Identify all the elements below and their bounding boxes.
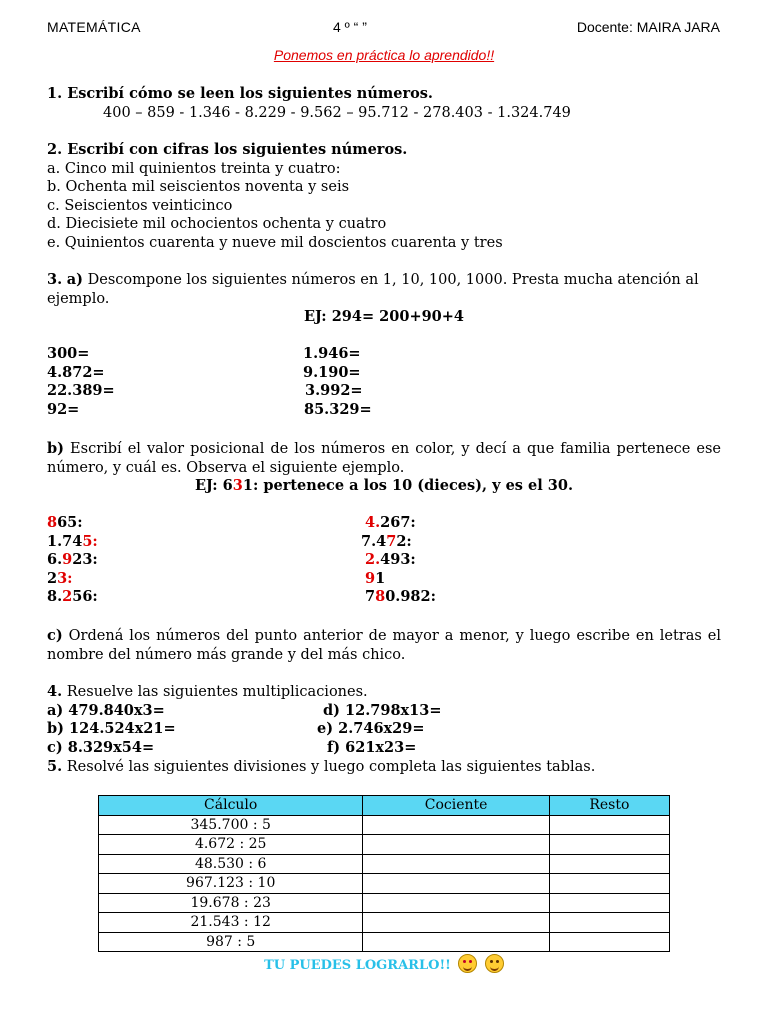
grade-label: 4 º “ ” (333, 19, 367, 35)
page-title: Ponemos en práctica lo aprendido!! (273, 47, 495, 63)
cociente-cell[interactable] (363, 835, 549, 855)
list-item: c) 8.329x54= (47, 738, 155, 756)
star-eyes-emoji-icon (458, 954, 477, 973)
table-row (99, 932, 670, 952)
exercise-1-numbers: 400 – 859 - 1.346 - 8.229 - 9.562 – 95.712 - 278.403 - 1.324.749 (103, 104, 571, 121)
resto-cell[interactable] (549, 893, 669, 913)
calculo-cell: 48.530 : 6 (99, 854, 363, 874)
table-row (99, 893, 670, 913)
table-row (99, 874, 670, 894)
list-item: 92= (47, 400, 80, 418)
exercise-3b-instruction: b) Escribí el valor posicional de los números en color, y decí a que familia pertenece ese número, y cuál es. Observa el siguiente ejemplo. (47, 440, 722, 476)
resto-cell[interactable] (549, 913, 669, 933)
exercise-2 (47, 141, 721, 252)
calculo-cell: 19.678 : 23 (99, 893, 363, 913)
column-header-calculo: Cálculo (99, 796, 363, 816)
page-header (47, 18, 720, 40)
table-row (99, 913, 670, 933)
list-item: 23: (47, 569, 73, 587)
exercise-3b-grid (47, 514, 721, 607)
list-item: f) 621x23= (327, 738, 417, 756)
list-item: 1.745: (47, 532, 98, 550)
cociente-cell[interactable] (363, 913, 549, 933)
list-item: 865: (47, 514, 83, 531)
footer-text: TU PUEDES LOGRARLO!! (264, 958, 451, 973)
exercise-1-heading: 1. Escribí cómo se leen los siguientes números. (47, 85, 433, 102)
list-item: c. Seiscientos veinticinco (47, 197, 233, 214)
resto-cell[interactable] (549, 854, 669, 874)
resto-cell[interactable] (549, 874, 669, 894)
exercise-3a-instruction: 3. a) Descompone los siguientes números en 1, 10, 100, 1000. Presta mucha atención al ejemplo. (47, 271, 699, 307)
list-item: d) 12.798x13= (323, 701, 442, 719)
list-item: e) 2.746x29= (317, 720, 425, 737)
calculo-cell: 345.700 : 5 (99, 815, 363, 835)
exercise-3a-example: EJ: 294= 200+90+4 (303, 308, 465, 325)
table-row (99, 835, 670, 855)
cociente-cell[interactable] (363, 874, 549, 894)
column-header-cociente: Cociente (363, 796, 549, 816)
exercise-3c (47, 627, 721, 664)
list-item: 780.982: (365, 588, 436, 605)
table-header-row (99, 796, 670, 816)
resto-cell[interactable] (549, 815, 669, 835)
resto-cell[interactable] (549, 932, 669, 952)
division-table (98, 795, 670, 952)
exercise-2-heading: 2. Escribí con cifras los siguientes números. (47, 141, 408, 158)
table-row (99, 854, 670, 874)
exercise-5-instruction: 5. Resolvé las siguientes divisiones y luego completa las siguientes tablas. (47, 758, 596, 775)
exercise-4-instruction: 4. Resuelve las siguientes multiplicaciones. (47, 683, 368, 700)
table-row (99, 815, 670, 835)
list-item: 1.946= (303, 345, 361, 362)
list-item: 2.493: (365, 551, 416, 568)
list-item: 6.923: (47, 551, 98, 568)
cociente-cell[interactable] (363, 893, 549, 913)
exercise-3a-grid (47, 345, 721, 419)
list-item: 85.329= (304, 400, 372, 418)
list-item: e. Quinientos cuarenta y nueve mil doscientos cuarenta y tres (47, 234, 503, 251)
list-item: 22.389= (47, 382, 115, 399)
column-header-resto: Resto (549, 796, 669, 816)
list-item: 9.190= (303, 363, 361, 381)
list-item: 4.267: (365, 514, 416, 531)
list-item: 91 (365, 569, 386, 587)
exercise-3b-example: EJ: 631: pertenece a los 10 (dieces), y es el 30. (194, 477, 574, 494)
list-item: 7.472: (361, 532, 412, 550)
list-item: b. Ochenta mil seiscientos noventa y seis (47, 179, 350, 195)
list-item: d. Diecisiete mil ochocientos ochenta y cuatro (47, 216, 387, 232)
list-item: 3.992= (305, 382, 363, 399)
exercise-3b (47, 440, 721, 607)
cociente-cell[interactable] (363, 854, 549, 874)
subject-label: MATEMÁTICA (47, 19, 141, 35)
cociente-cell[interactable] (363, 932, 549, 952)
list-item: 300= (47, 345, 90, 362)
exercise-3a (47, 271, 721, 419)
calculo-cell: 21.543 : 12 (99, 913, 363, 933)
exercise-4-grid (47, 702, 721, 758)
resto-cell[interactable] (549, 835, 669, 855)
exercise-1 (47, 85, 721, 122)
exercise-4 (47, 683, 721, 758)
exercise-5 (47, 758, 721, 777)
list-item: b) 124.524x21= (47, 720, 176, 737)
calculo-cell: 987 : 5 (99, 932, 363, 952)
cociente-cell[interactable] (363, 815, 549, 835)
list-item: 4.872= (47, 363, 105, 381)
list-item: a) 479.840x3= (47, 701, 165, 719)
calculo-cell: 967.123 : 10 (99, 874, 363, 894)
exercise-3c-instruction: c) Ordená los números del punto anterior de mayor a menor, y luego escribe en letras el nombre del número más grande y del más chico. (47, 627, 721, 663)
list-item: a. Cinco mil quinientos treinta y cuatro: (47, 160, 341, 177)
list-item: 8.256: (47, 588, 98, 605)
calculo-cell: 4.672 : 25 (99, 835, 363, 855)
smiling-emoji-icon (485, 954, 504, 973)
teacher-label: Docente: MAIRA JARA (576, 19, 720, 35)
footer-message (0, 954, 768, 976)
